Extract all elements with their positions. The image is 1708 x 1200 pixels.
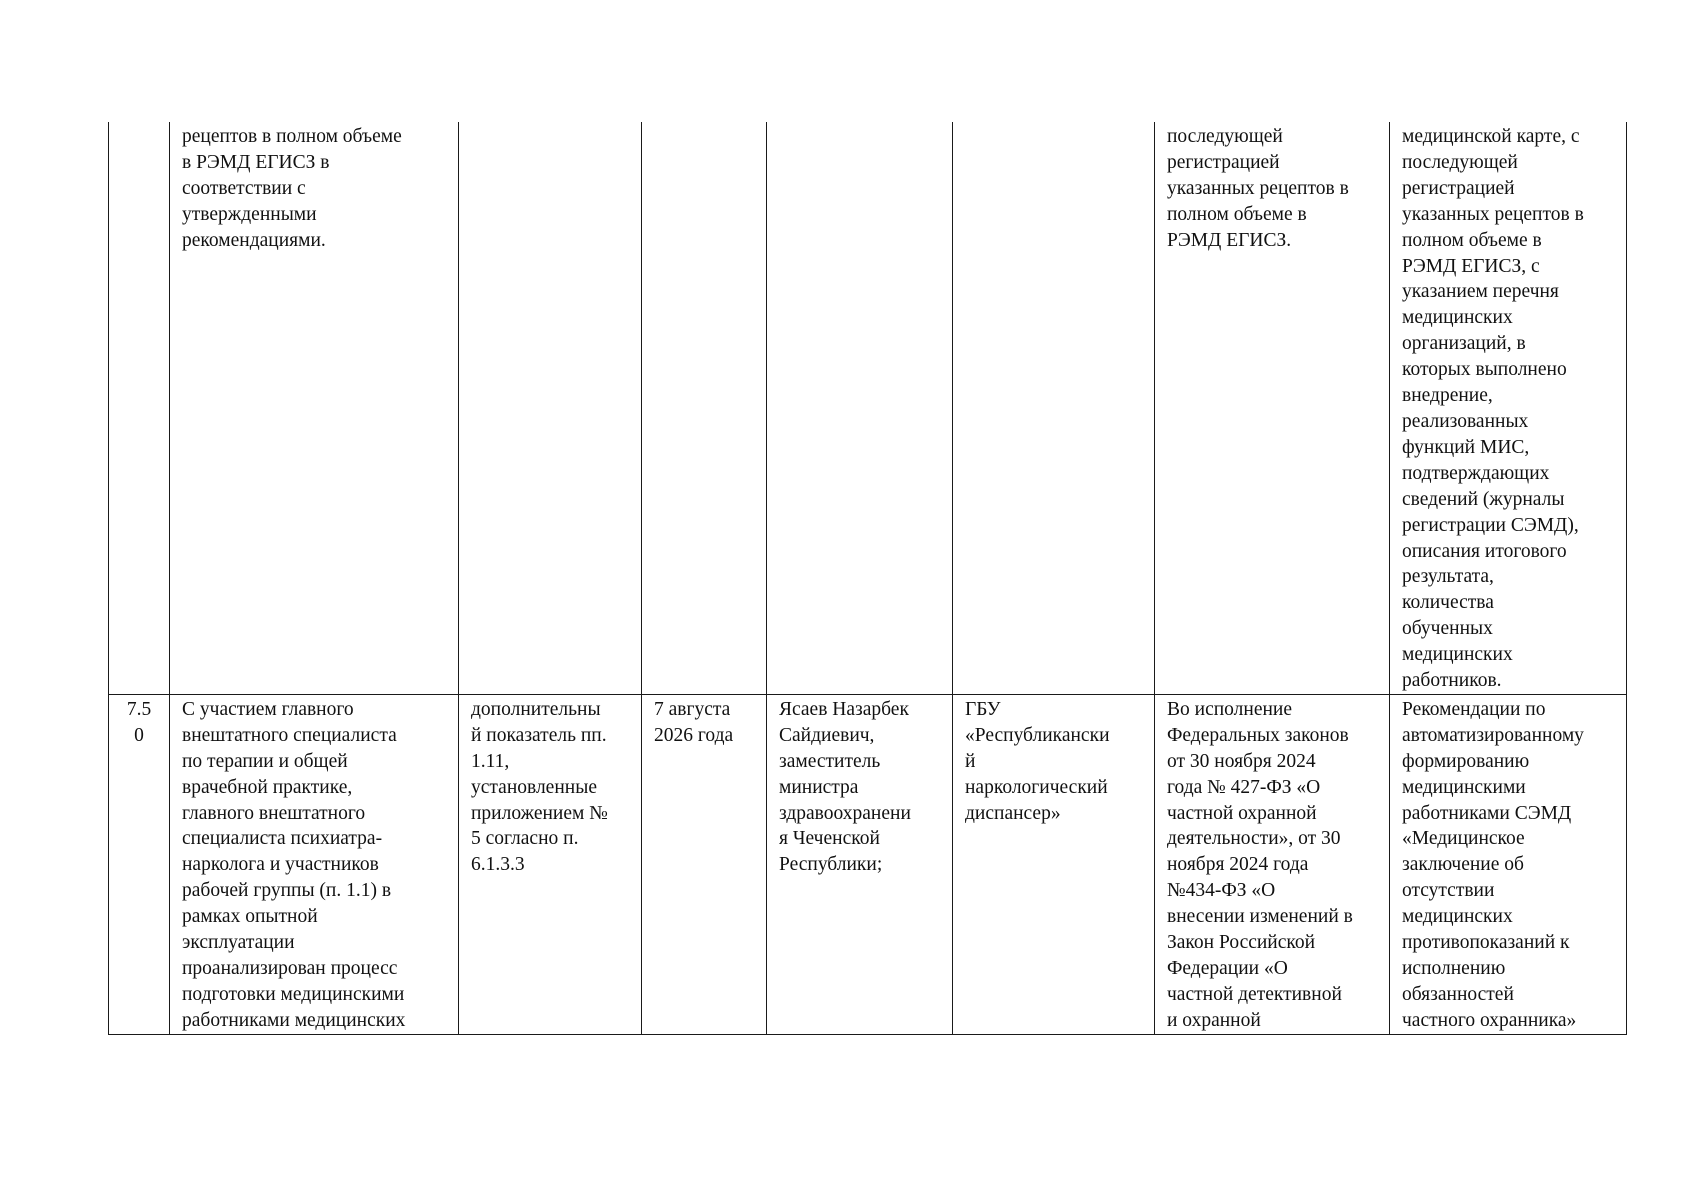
cell-basis: Во исполнение Федеральных законов от 30 ноября 2024 года № 427-ФЗ «О частной охранной деятельности», от 30 ноября 2024 года №434-ФЗ «О внесении изменений в Закон Российской Федерации «О частной детективной и охранной (1155, 694, 1390, 1034)
document-page (108, 122, 1626, 1035)
table-row (109, 694, 1627, 1034)
cell-deadline (642, 122, 767, 694)
cell-action: рецептов в полном объеме в РЭМД ЕГИСЗ в соответствии с утвержденными рекомендациями. (170, 122, 459, 694)
table-row (109, 122, 1627, 694)
cell-number (109, 122, 170, 694)
cell-result: Рекомендации по автоматизированному формированию медицинскими работниками СЭМД «Медицинское заключение об отсутствии медицинских противопоказаний к исполнению обязанностей частного охранника» (1390, 694, 1627, 1034)
cell-deadline: 7 августа 2026 года (642, 694, 767, 1034)
cell-number: 7.5 0 (109, 694, 170, 1034)
cell-indicator: дополнительны й показатель пп. 1.11, установленные приложением № 5 согласно п. 6.1.3.3 (459, 694, 642, 1034)
cell-organization (953, 122, 1155, 694)
cell-indicator (459, 122, 642, 694)
plan-table (108, 122, 1627, 1035)
cell-action: С участием главного внештатного специалиста по терапии и общей врачебной практике, главного внештатного специалиста психиатра- нарколога и участников рабочей группы (п. 1.1) в рамках опытной эксплуатации проанализирован процесс подготовки медицинскими работниками медицинских (170, 694, 459, 1034)
cell-result: медицинской карте, с последующей регистрацией указанных рецептов в полном объеме в РЭМД ЕГИСЗ, с указанием перечня медицинских организаций, в которых выполнено внедрение, реализованных функций МИС, подтверждающих сведений (журналы регистрации СЭМД), описания итогового результата, количества обученных медицинских работников. (1390, 122, 1627, 694)
cell-basis: последующей регистрацией указанных рецептов в полном объеме в РЭМД ЕГИСЗ. (1155, 122, 1390, 694)
cell-responsible: Ясаев Назарбек Сайдиевич, заместитель министра здравоохранени я Чеченской Республики; (767, 694, 953, 1034)
cell-responsible (767, 122, 953, 694)
cell-organization: ГБУ «Республикански й наркологический диспансер» (953, 694, 1155, 1034)
